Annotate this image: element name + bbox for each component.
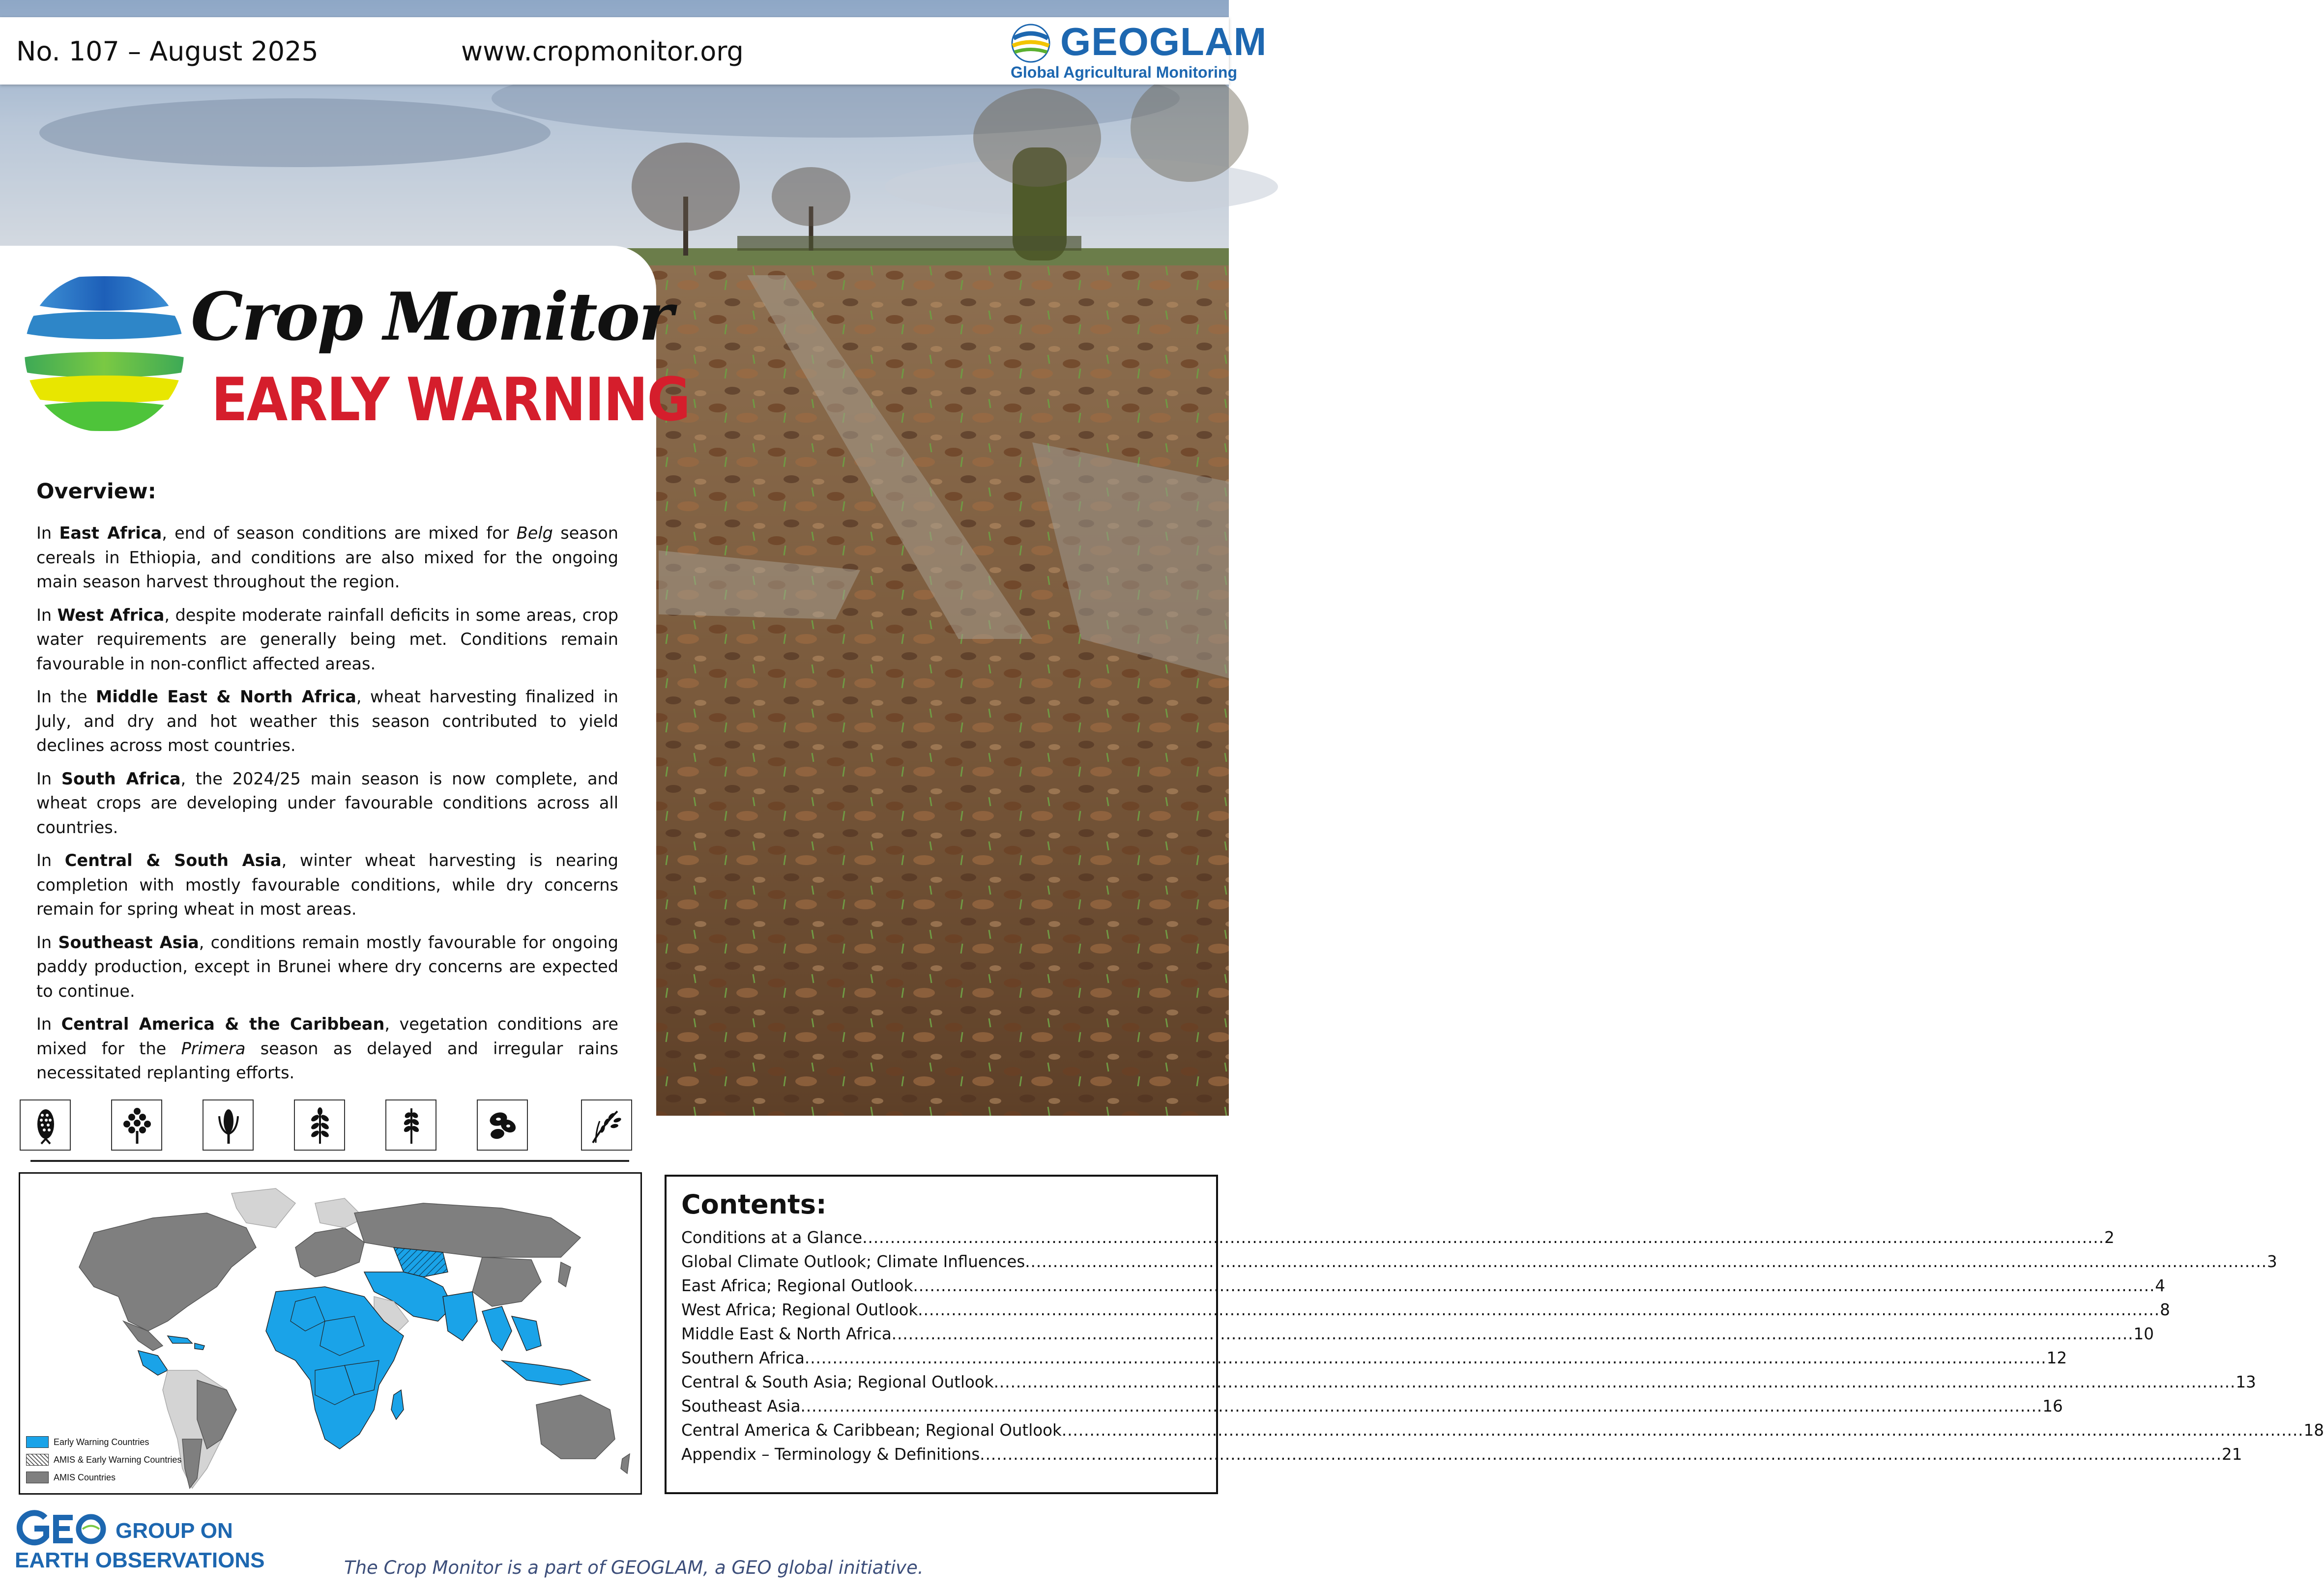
overview-paragraph: In East Africa, end of season conditions are mixed for Belg season cereals in Ethiopia, and conditions are also mixed for the ongoing main season harvest throughout the region.: [36, 523, 618, 591]
geoglam-logo: [1009, 20, 1267, 81]
overview-heading: Overview:: [36, 479, 156, 504]
header-bar: [0, 17, 1267, 85]
geoglam-tagline: Global Agricultural Monitoring: [1011, 63, 1238, 81]
contents-item[interactable]: Middle East & North Africa ..... 10: [681, 1322, 1178, 1346]
region-name: Central & South Asia: [64, 851, 282, 870]
overview-paragraph: In Central America & the Caribbean, vegetation conditions are mixed for the Primera season as delayed and irregular rains necessitated replanting efforts.: [36, 1014, 618, 1082]
overview-paragraph: In West Africa, despite moderate rainfall deficits in some areas, crop water requirements are generally being met. Conditions remain favourable in non-conflict affected areas.: [36, 605, 618, 673]
crop-monitor-globe-icon: [23, 271, 185, 434]
region-name: South Africa: [61, 769, 181, 788]
geoglam-wordmark: GEOGLAM: [1060, 20, 1267, 63]
contents-item[interactable]: East Africa; Regional Outlook ..... 4: [681, 1274, 1178, 1298]
contents-item[interactable]: Appendix – Terminology & Definitions ..... 21: [681, 1443, 1178, 1467]
region-name: Central America & the Caribbean: [61, 1014, 385, 1034]
overview-text: [36, 521, 618, 1094]
region-name: Middle East & North Africa: [95, 687, 356, 706]
legend-swatch: [26, 1454, 49, 1466]
millet-icon: [203, 1099, 254, 1151]
contents-item[interactable]: West Africa; Regional Outlook ..... 8: [681, 1298, 1178, 1322]
crop-icons-row: [20, 1099, 639, 1154]
contents-item[interactable]: Central America & Caribbean; Regional Outlook ..... 18: [681, 1418, 1178, 1443]
legend-label: AMIS & Early Warning Countries: [54, 1455, 182, 1465]
geoglam-globe-icon: [1009, 21, 1058, 65]
geo-line2: EARTH OBSERVATIONS: [15, 1548, 265, 1572]
footer-note: The Crop Monitor is a part of GEOGLAM, a GEO global initiative.: [344, 1557, 924, 1578]
issue-number: No. 107 – August 2025: [16, 36, 319, 67]
legend-swatch: [26, 1436, 49, 1448]
sorghum-icon: [111, 1099, 162, 1151]
geo-wordmark-icon: [15, 1509, 108, 1548]
overview-paragraph: In Central & South Asia, winter wheat harvesting is nearing completion with mostly favourable conditions, while dry concerns remain for spring wheat in most areas.: [36, 851, 618, 919]
barley-icon: [385, 1099, 436, 1151]
contents-item[interactable]: Global Climate Outlook; Climate Influences ..... 3: [681, 1250, 1178, 1274]
website-link[interactable]: www.cropmonitor.org: [461, 36, 744, 67]
rice-icon: [581, 1099, 632, 1151]
contents-item[interactable]: Southern Africa ..... 12: [681, 1346, 1178, 1370]
contents-item[interactable]: Conditions at a Glance ..... 2: [681, 1226, 1178, 1250]
world-map: [19, 1172, 642, 1495]
overview-paragraph: In Southeast Asia, conditions remain mostly favourable for ongoing paddy production, except in Brunei where dry concerns are expected to continue.: [36, 932, 619, 1001]
beans-icon: [477, 1099, 528, 1151]
contents-list: [681, 1226, 2324, 1467]
geo-logo: [15, 1509, 265, 1578]
divider-rule: [30, 1160, 629, 1162]
overview-paragraph: In the Middle East & North Africa, wheat harvesting finalized in July, and dry and hot weather this season contributed to yield declines across most countries.: [36, 687, 619, 755]
contents-item[interactable]: Southeast Asia ..... 16: [681, 1394, 1178, 1418]
legend-swatch: [26, 1472, 49, 1483]
contents-item[interactable]: Central & South Asia; Regional Outlook ..... 13: [681, 1370, 1178, 1394]
legend-label: Early Warning Countries: [54, 1437, 149, 1447]
overview-paragraph: In South Africa, the 2024/25 main season is now complete, and wheat crops are developing under favourable conditions across all countries.: [36, 769, 618, 837]
contents-heading: Contents:: [681, 1189, 827, 1220]
contents-box: [665, 1175, 2324, 1494]
region-name: Southeast Asia: [58, 932, 199, 952]
region-name: East Africa: [59, 523, 162, 543]
wheat-icon: [294, 1099, 345, 1151]
geo-line1: GROUP ON: [116, 1519, 233, 1543]
maize-icon: [20, 1099, 71, 1151]
region-name: West Africa: [57, 605, 165, 625]
title-crop-monitor: Crop Monitor: [191, 278, 672, 355]
title-early-warning: EARLY WARNING: [211, 366, 690, 434]
legend-label: AMIS Countries: [54, 1473, 116, 1482]
